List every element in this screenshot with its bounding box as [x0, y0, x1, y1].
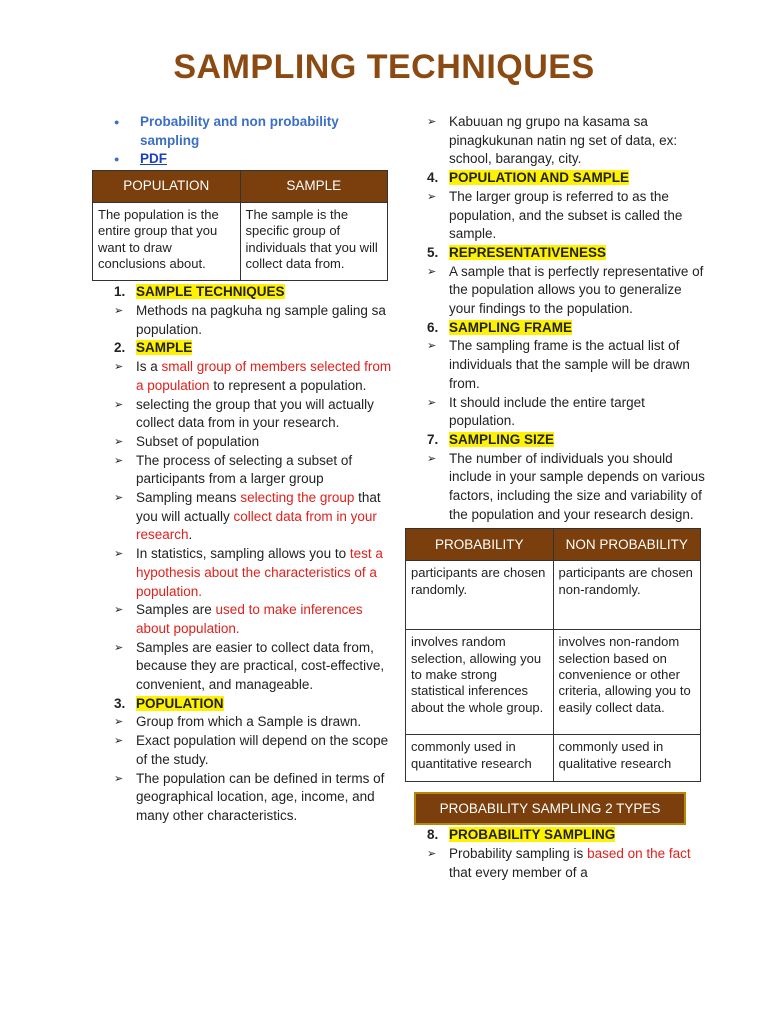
table-header-probability: PROBABILITY: [406, 529, 554, 561]
table-cell: participants are chosen non-randomly.: [553, 561, 701, 630]
list-item: ➢ Samples are easier to collect data from, because they are practical, cost-effective, convenient, and manageable.: [92, 639, 392, 695]
table-header-population: POPULATION: [93, 171, 241, 203]
section-heading-8: 8. PROBABILITY SAMPLING: [427, 827, 616, 843]
section-heading-7: 7. SAMPLING SIZE: [427, 431, 555, 447]
table-cell: commonly used in qualitative research: [553, 735, 701, 782]
pdf-link[interactable]: PDF: [140, 151, 167, 167]
section-heading-2: 2. SAMPLE: [114, 340, 193, 356]
probability-table: [405, 528, 701, 782]
list-item-pdf-link[interactable]: [114, 150, 392, 169]
list-item: ➢ Subset of population: [92, 433, 392, 452]
list-item: ➢ Probability sampling is based on the fact that every member of a: [405, 845, 705, 882]
list-item: ➢ The number of individuals you should include in your sample depends on various factors, including the size and variability of the population and your research design.: [405, 450, 705, 525]
types-box: PROBABILITY SAMPLING 2 TYPES: [414, 792, 686, 825]
list-item-probability-link[interactable]: ● Probability and non probability sampling: [114, 113, 392, 150]
population-sample-table: [92, 170, 388, 281]
table-cell: commonly used in quantitative research: [406, 735, 554, 782]
page-title: SAMPLING TECHNIQUES: [173, 48, 595, 86]
list-item: ➢ Sampling means selecting the group that you will actually collect data from in your research.: [92, 489, 392, 545]
list-item: ➢ Methods na pagkuha ng sample galing sa population.: [92, 302, 392, 339]
list-item: ➢ selecting the group that you will actually collect data from in your research.: [92, 396, 392, 433]
left-column: [92, 113, 392, 826]
table-header-non-probability: NON PROBABILITY: [553, 529, 701, 561]
list-item: ➢ The sampling frame is the actual list of individuals that the sample will be drawn from.: [405, 337, 705, 393]
section-heading-1: 1. SAMPLE TECHNIQUES: [114, 284, 285, 300]
list-item: ➢ Kabuuan ng grupo na kasama sa pinagkukunan natin ng set of data, ex: school, barangay, city.: [405, 113, 705, 169]
table-cell-sample: The sample is the specific group of individuals that you will collect data from.: [240, 203, 388, 281]
list-item: ➢ Samples are used to make inferences about population.: [92, 601, 392, 638]
section-heading-4: 4. POPULATION AND SAMPLE: [427, 170, 630, 186]
link-list: [92, 113, 392, 169]
list-item: ➢ The larger group is referred to as the population, and the subset is called the sample.: [405, 188, 705, 244]
list-item: ➢ Group from which a Sample is drawn.: [92, 713, 392, 732]
table-cell-population: The population is the entire group that you want to draw conclusions about.: [93, 203, 241, 281]
list-item: ➢ It should include the entire target population.: [405, 394, 705, 431]
list-item: ➢ Is a small group of members selected from a population to represent a population.: [92, 358, 392, 395]
list-item: ➢ Exact population will depend on the scope of the study.: [92, 732, 392, 769]
table-cell: involves random selection, allowing you to make strong statistical inferences about the whole group.: [406, 630, 554, 735]
table-cell: participants are chosen randomly.: [406, 561, 554, 630]
list-item: ➢ The population can be defined in terms of geographical location, age, income, and many other characteristics.: [92, 770, 392, 826]
list-item: ➢ The process of selecting a subset of participants from a larger group: [92, 452, 392, 489]
section-heading-3: 3. POPULATION: [114, 695, 224, 711]
table-header-sample: SAMPLE: [240, 171, 388, 203]
list-item: ➢ A sample that is perfectly representative of the population allows you to generalize your findings to the population.: [405, 263, 705, 319]
section-heading-6: 6. SAMPLING FRAME: [427, 319, 572, 335]
section-heading-5: 5. REPRESENTATIVENESS: [427, 244, 607, 260]
table-cell: involves non-random selection based on convenience or other criteria, allowing you to easily collect data.: [553, 630, 701, 735]
list-item: ➢ In statistics, sampling allows you to test a hypothesis about the characteristics of a population.: [92, 545, 392, 601]
right-column: [405, 113, 705, 883]
